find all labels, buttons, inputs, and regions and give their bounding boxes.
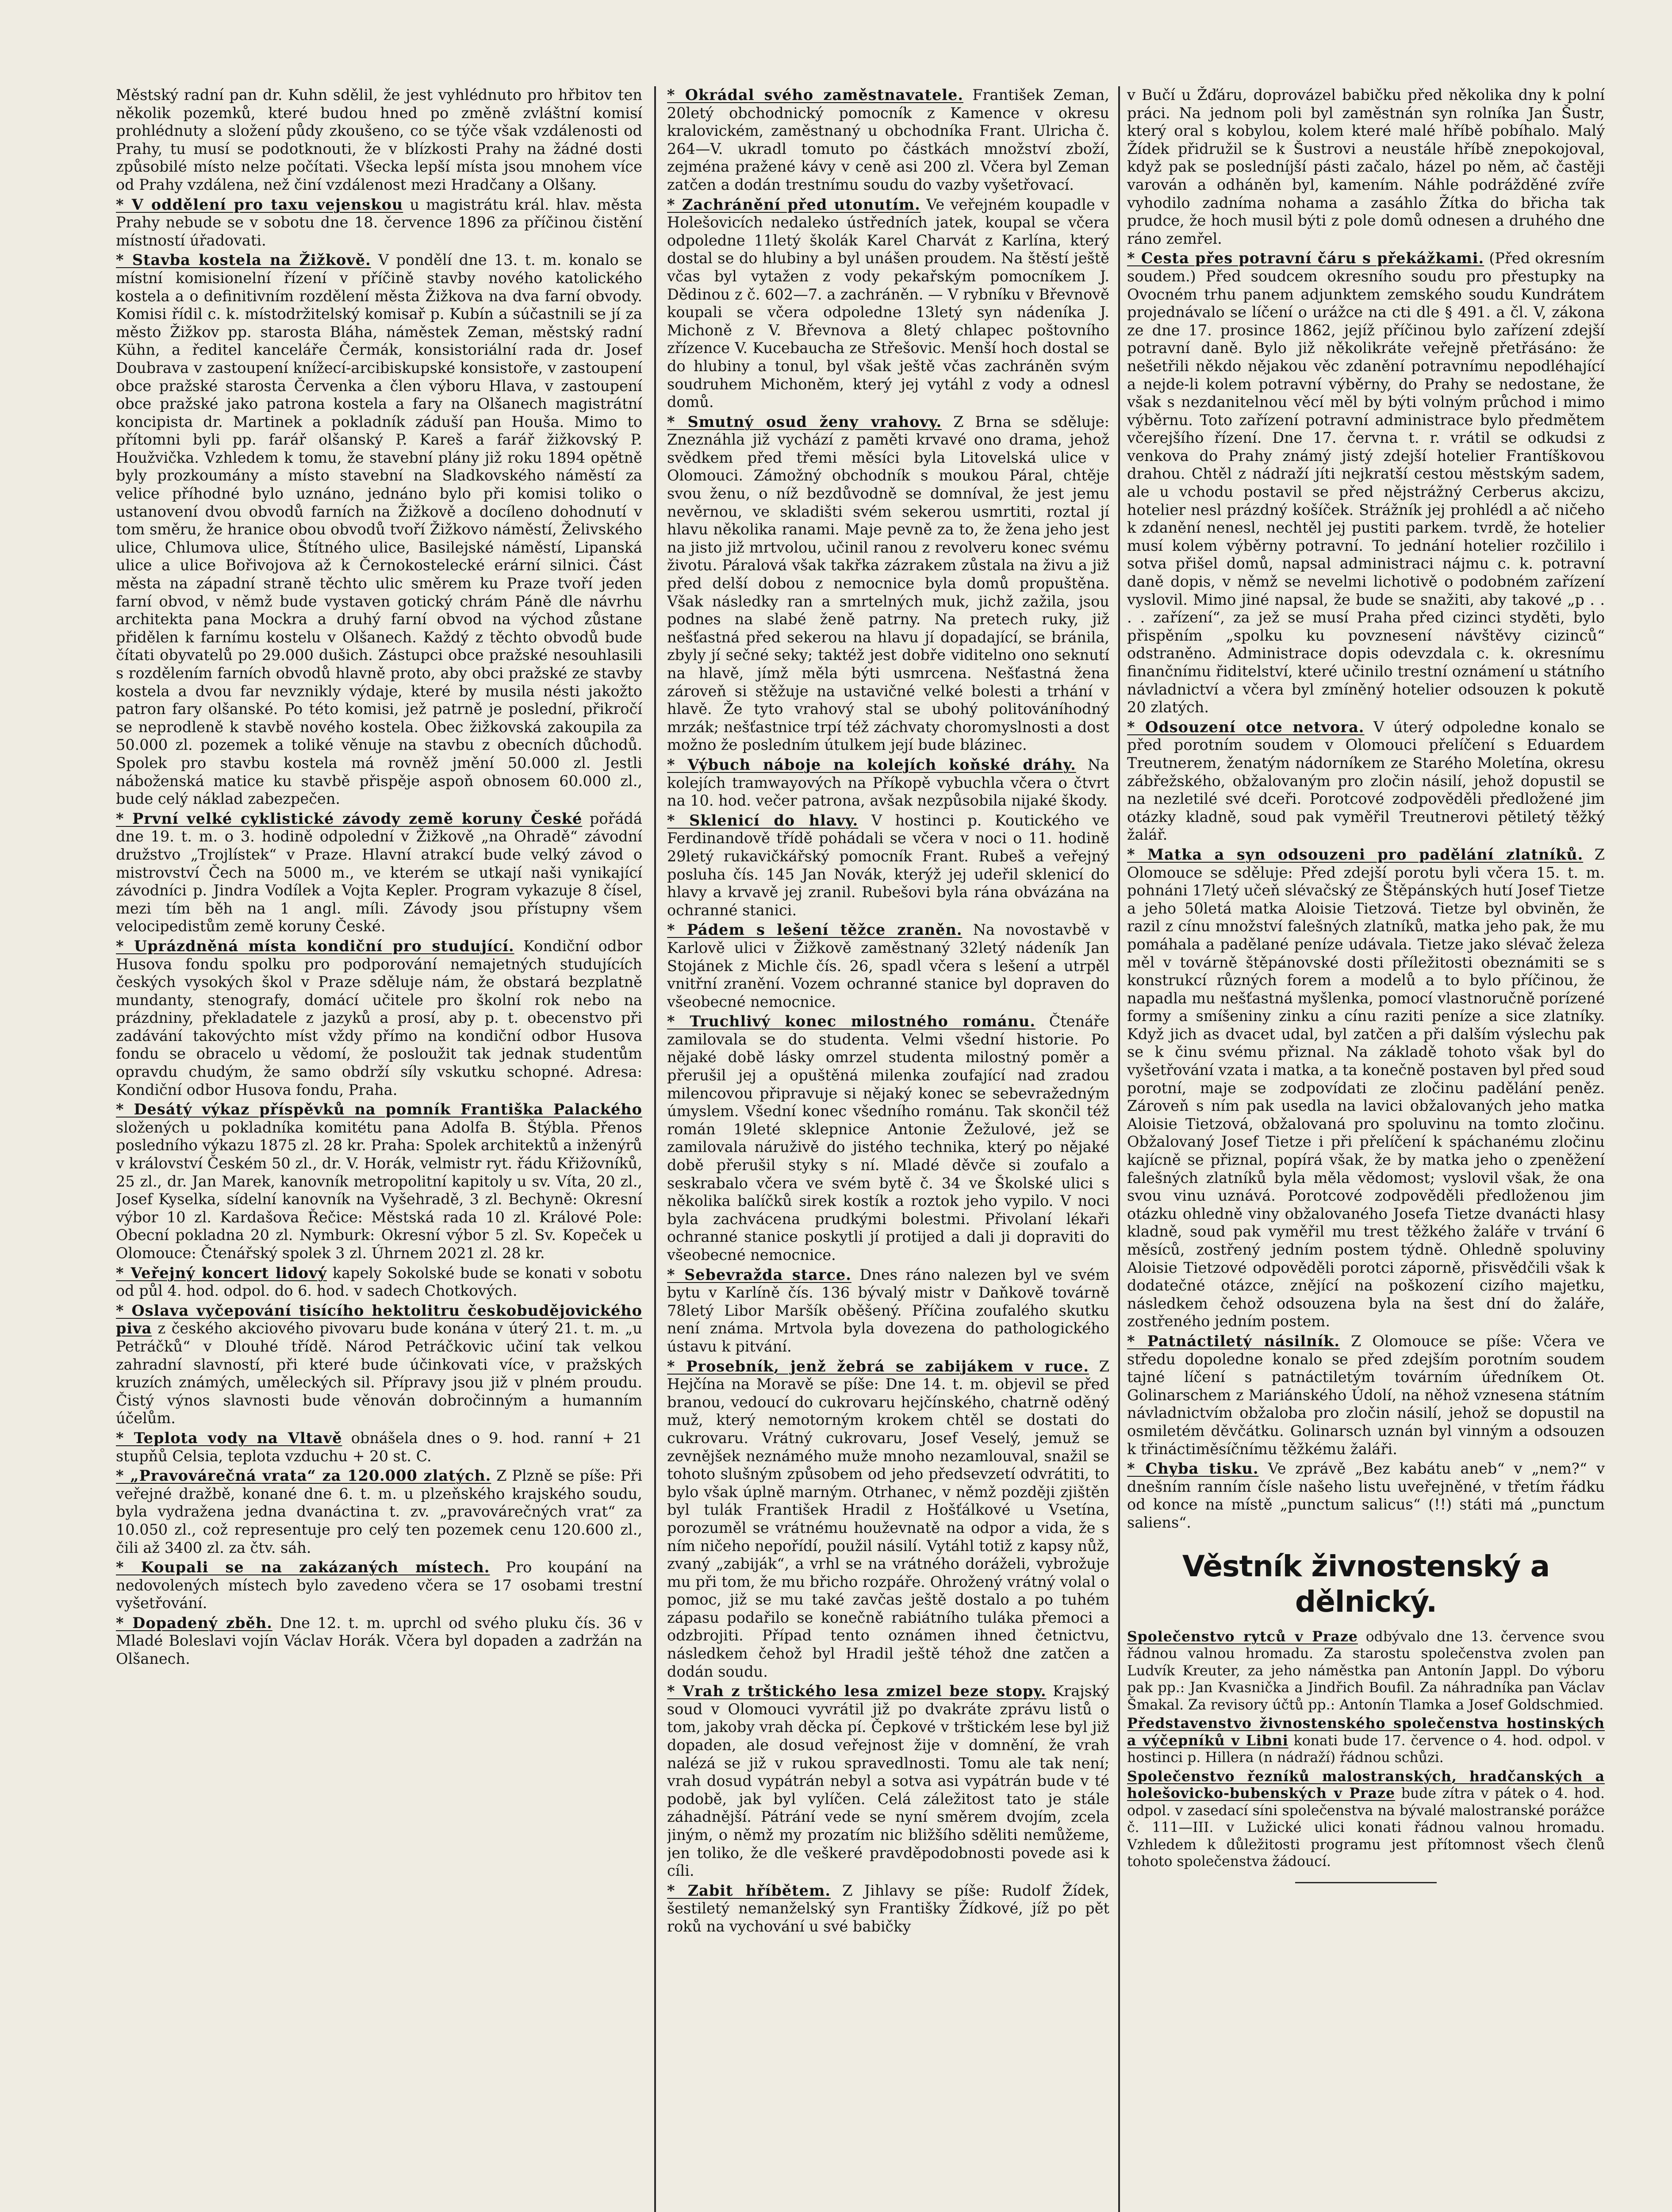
column-rule bbox=[654, 86, 656, 2212]
news-headline: * Uprázdněná místa kondiční pro studující. bbox=[116, 937, 514, 955]
end-rule bbox=[1295, 1882, 1437, 1883]
news-column-3 bbox=[1127, 86, 1605, 2212]
news-item bbox=[667, 413, 1109, 754]
news-headline: * Sebevražda starce. bbox=[667, 1266, 851, 1283]
news-body: Dnes ráno nalezen byl ve svém bytu v Karlíně čís. 136 bývalý mistr v Daňkově továrně 78letý Libor Maršík oběšený. Příčina zoufalého skutku není známa. Mrtvola byla dovezena do pathologického ústavu k pitvání. bbox=[667, 1266, 1109, 1355]
news-item bbox=[1127, 846, 1605, 1331]
news-headline: * Prosebník, jenž žebrá se zabijákem v ruce. bbox=[667, 1357, 1089, 1375]
section-title: Věstník živnostenský a dělnický. bbox=[1182, 1549, 1550, 1619]
news-body: Z Brna se sděluje: Zneznáhla již vychází z paměti krvavé ono drama, jehož svědkem před třemi měsíci byla Litovelská ulice v Olomouci. Zámožný obchodník s moukou Páral, chtěje svou ženu, o níž bezdůvodně se domníval, že jest jemu nevěrnou, ve skladišti svém sekerou usmrtiti, roztal jí hlavu několika ranami. Maje pevně za to, že žena jeho jest na jisto již mrtvolou, učinil ranou z revolveru konec svému životu. Páralová však takřka zázrakem zůstala na živu a již před delší dobou z nemocnice byla domů propuštěna. Však následky ran a smrtelných muk, jichž zažila, jsou podnes na slabé ženě patrny. Na pretech ruky, již nešťastná před sekerou na hlavu jí dopadající, se bránila, zbyly jí sečné seky; taktéž jest dobře viditelno ono seknutí na hlavě, jímž měla býti usmrcena. Nešťastná žena zároveň si stěžuje na ustavičné velké bolesti a trhání v hlavě. Že tyto vrahový stal se ubohý politováníhodný mrzák; nešťastnice trpí též záchvaty choromyslnosti a dost možno že posledním útulkem její bude blázinec. bbox=[667, 413, 1109, 754]
news-headline: * Výbuch náboje na kolejích koňské dráhy. bbox=[667, 756, 1076, 773]
news-body: v Bučí u Žďáru, doprovázel babičku před několika dny k polní práci. Na jednom poli byl zaměstnán syn rolníka Jan Šustr, který oral s kobylou, kolem které malé hříbě pobíhalo. Malý Žídek přidružil se k Šustrovi a neustále hříbě znepokojoval, když pak se posledníjší pásti začalo, házel po něm, ač častěji varován a odháněn byl, kamením. Náhle podrážděné zvíře vyhodilo zadníma nohama a zasáhlo Žítka do břicha tak prudce, že hoch musil býti z pole domů odnesen a druhého dne ráno zemřel. bbox=[1127, 86, 1605, 247]
news-column-1 bbox=[116, 86, 642, 2212]
news-body: obnášela dnes o 9. hod. ranní + 21 stupňů Celsia, teplota vzduchu + 20 st. C. bbox=[116, 1429, 642, 1465]
news-body: (Před okresním soudem.) Před soudcem okresního soudu pro přestupky na Ovocném trhu panem adjunktem zemského soudu Kundrátem projednávalo se líčení o urážce na cti dle § 491. a čl. V, zákona ze dne 17. prosince 1862, jejíž příčinou bylo zařízení zdejší potravní daně. Bylo již několikráte veřejně přetřásáno: že nešetřili někdo nějakou věc zdanění potravnímu nepodléhající a nejde-li kolem potravní výběrny, do Prahy se nedostane, že však s nezdanitelnou věcí měl by býti volným průchod i mimo výběrnu. Toto zařízení potravní administrace bylo předmětem včerejšího řízení. Dne 17. června t. r. vrátil se odkudsi z venkova do Prahy známý jistý zdejší hotelier Frantíškovou drahou. Chtěl z nádraží jíti nejkratší cestou městským sadem, ale u vchodu postavil se před nějstrážný Cerberus akcizu, hotelier nesl prázdný košíček. Strážník jej prohlédl a ač ničeho k zdanění nenesl, nechtěl jej pustiti parkem. tvrdě, že hotelier musí kolem výběrny potravní. To jednání hotelier rozčililo i sotva přišel domů, napsal administraci nájmu c. k. potravní daně dopis, v němž se nevelmi lichotivě o podobném zařízení vyslovil. Mimo jiné napsal, že bude se snažiti, aby takové „p . . . . zařízení“, za jež se musí Praha před cizinci styděti, bylo přispěním „spolku ku povznesení návštěvy cizinců“ odstraněno. Administrace dopis odevzdala c. k. okresnímu finančnímu řiditelství, které učinilo trestní oznámení u státního návladnictví a včera byl zmíněný hotelier odsouzen k pokutě 20 zlatých. bbox=[1127, 250, 1605, 716]
trade-news-list bbox=[1127, 1628, 1605, 1870]
news-headline: * Koupali se na zakázaných místech. bbox=[116, 1559, 490, 1576]
news-headline: * Odsouzení otce netvora. bbox=[1127, 718, 1365, 736]
news-headline: * Sklenicí do hlavy. bbox=[667, 811, 859, 829]
news-headline: * První velké cyklistické závody země koruny České bbox=[116, 810, 583, 827]
news-headline: * Chyba tisku. bbox=[1127, 1460, 1259, 1478]
news-body: konati bude 17. července o 4. hod. odpol. v hostinci p. Hillera (n nádraží) řádnou schůzi. bbox=[1127, 1732, 1605, 1766]
news-body: Městský radní pan dr. Kuhn sdělil, že jest vyhlédnuto pro hřbitov ten několik pozemků, které budou hned po změně zvláštní komisí prohlédnuty a složení půdy zkoušeno, co se týče však vzdálenosti od Prahy, tu musí se podotknouti, že v blízkosti Prahy na žádné dosti způsobilé místo nelze počítati. Všecka lepší místa jsou mnohem více od Prahy vzdálena, než činí vzdálenost mezi Hradčany a Olšany. bbox=[116, 86, 642, 193]
news-item bbox=[116, 1302, 642, 1428]
news-item bbox=[1127, 718, 1605, 844]
news-item bbox=[1127, 86, 1605, 248]
news-body: V pondělí dne 13. t. m. konalo se místní komisionelní řízení v příčině stavby nového katolického kostela a o definitivním rozdělení města Žižkova na dva farní obvody. Komisi řídil c. k. místodržitelský komisař p. Kubín a súčastnili se jí za město Žižkov pp. starosta Bláha, náměstek Zeman, městský radní Kühn, a ředitel kanceláře Čermák, konsistoriální rada dr. Josef Doubrava v zastoupení knížecí-arcibiskupské konsistoře, v zastoupení obce pražské starosta Červenka a člen výboru Hlava, v zastoupení obce pražské jako patrona kostela a fary na Olšanech magistrátní koncipista dr. Martinek a pokladník záduší pan Houša. Mimo to přítomni byli pp. farář olšanský P. Kareš a farář žižkovský P. Houžvička. Vzhledem k tomu, že stavební plány již roku 1894 opětně byly prozkoumány a místo stavební na Sladkovského náměstí za velice příhodné bylo uznáno, jednáno bylo při komisi toliko o ustanovení dvou obvodů farních na Žižkově a docíleno dohodnutí v tom směru, že hranice obou obvodů tvoří Žižkovo náměstí, Želivského ulice, Chlumova ulice, Štítného ulice, Basilejské náměstí, Lipanská ulice a ulice Bořivojova až k Černokostelecké erární silnici. Část města na západní straně těchto ulic směrem ku Praze tvoří jeden farní obvod, v němž bude vystaven gotický chrám Páně dle návrhu architekta pana Mockra a druhý farní obvod na východ zůstane přidělen k farnímu kostelu v Olšanech. Každý z těchto obvodů bude čítati obyvatelů po 29.000 dušich. Zástupci obce pražské nesouhlasili s rozdělením farních obvodů hlavně proto, aby obci pražské ze stavby kostela a dvou far nevznikly výdaje, které by musila nésti jakožto patron fary olšanské. Po této komisi, jež patrně je poslední, přikročí se neprodleně k stavbě nového kostela. Obec žižkovská zakoupila za 50.000 zl. pozemek a toliké věnuje na stavbu z obecních důchodů. Spolek pro stavbu kostela má rovněž jmění 50.000 zl. Jestli náboženská matice ku stavbě přispěje aspoň obnosem 60.000 zl., bude celý náklad zabezpečen. bbox=[116, 251, 642, 808]
news-body: Z Olomouce se píše: Včera ve středu dopoledne konalo se před zdejším porotním soudem tajné líčení s patnáctiletým továrním úředníkem Ot. Golinarschem z Mariánského Údolí, na něhož vznesena státním návladnictvím obžaloba pro zločin násilí, jehož se dopustil na osmiletém děvčátku. Golinarsch uznán byl vinným a odsouzen k třináctiměsíčnímu těžkému žaláři. bbox=[1127, 1332, 1605, 1458]
news-body: Z Jihlavy se píše: Rudolf Žídek, šestiletý nemanželský syn Františky Žídkové, jíž po pět roků na vychování u své babičky bbox=[667, 1882, 1109, 1935]
news-column-2 bbox=[667, 86, 1109, 2212]
news-headline: * Cesta přes potravní čáru s překážkami. bbox=[1127, 250, 1484, 267]
news-item bbox=[667, 1013, 1109, 1264]
news-item bbox=[1127, 1715, 1605, 1767]
news-headline: * Smutný osud ženy vrahovy. bbox=[667, 413, 942, 430]
news-body: Dne 12. t. m. uprchl od svého pluku čís. 36 v Mladé Boleslavi vojín Václav Horák. Včera byl dopaden a zadržán na Olšanech. bbox=[116, 1614, 642, 1668]
news-body: pořádá dne 19. t. m. o 3. hodině odpolední v Žižkově „na Ohradě“ závodní družstvo „Trojlístek“ v Praze. Hlavní atrakcí bude velký závod o mistrovství Čech na 5000 m., ve kterém se utkají naši vynikající závodníci p. Jindra Vodílek a Vojta Kepler. Program vykazuje 8 čísel, mezi tím běh na 1 angl. míli. Závody jsou přístupny všem velocipedistům země koruny České. bbox=[116, 810, 642, 935]
news-headline: * Zabit hříbětem. bbox=[667, 1882, 831, 1899]
news-column-3-items bbox=[1127, 86, 1605, 1532]
news-item bbox=[667, 1266, 1109, 1356]
news-item bbox=[667, 196, 1109, 411]
news-headline: Společenstvo rytců v Praze bbox=[1127, 1628, 1358, 1645]
news-body: odbývalo dne 13. července svou řádnou valnou hromadu. Za starostu společenstva zvolen pan Ludvík Kreuter, za jeho náměstka pan Antonín Jappl. Do výboru pak pp.: Jan Kvasnička a Jindřich Boufil. Za náhradníka pan Václav Šmakal. Za revisory účtů pp.: Antonín Tlamka a Josef Goldschmied. bbox=[1127, 1628, 1605, 1713]
news-headline: * Zachránění před utonutím. bbox=[667, 196, 920, 213]
news-item bbox=[116, 1467, 642, 1557]
news-item bbox=[667, 1682, 1109, 1880]
news-headline: * Pádem s lešení těžce zraněn. bbox=[667, 921, 963, 939]
news-item bbox=[667, 756, 1109, 810]
news-headline: * Stavba kostela na Žižkově. bbox=[116, 251, 371, 269]
news-body: bude zítra v pátek o 4. hod. odpol. v zasedací síni společenstva na bývalé malostranské porážce č. 111—III. v Lužické ulici konati řádnou valnou hromadu. Vzhledem k důležitosti programu jest přítomnost všech členů tohoto společenstva žádoucí. bbox=[1127, 1786, 1605, 1870]
news-body: Kondiční odbor Husova fondu spolku pro podporování nemajetných studujících českých vysokých škol v Praze sděluje nám, že obstará bezplatně mundanty, stenografy, domácí učitele pro školní rok nebo na prázdniny, překladatele z jazyků a prosí, aby p. t. obecenstvo při zadávání takovýchto míst vždy přímo na kondiční odbor Husova fondu se obracelo u vědomí, že posloužit tak jednak studentům opravdu chudým, že samo obdrží síly vskutku schopné. Adresa: Kondiční odbor Husova fondu, Praha. bbox=[116, 937, 642, 1098]
news-headline: * Truchlivý konec milostného románu. bbox=[667, 1013, 1035, 1030]
news-headline: Představenstvo živnostenského společenstva hostinských a výčepníků v Libni bbox=[1127, 1715, 1605, 1749]
news-headline: * Okrádal svého zaměstnavatele. bbox=[667, 86, 963, 104]
news-body: Na kolejích tramwayových na Příkopě vybuchla včera o čtvrt na 10. hod. večer patrona, avšak nezpůsobila nijaké škody. bbox=[667, 756, 1109, 810]
news-item bbox=[1127, 1333, 1605, 1458]
news-item bbox=[116, 196, 642, 250]
news-item bbox=[667, 86, 1109, 194]
news-body: Na novostavbě v Karlově ulici v Žižkově zaměstnaný 32letý nádeník Jan Stojánek z Michle čís. 26, spadl včera s lešení a utrpěl vnitřní zranění. Vozem ochranné stanice byl dopraven do všeobecné nemocnice. bbox=[667, 921, 1109, 1010]
news-headline: * „Pravovárečná vrata“ za 120.000 zlatých. bbox=[116, 1467, 491, 1485]
news-headline: * Vrah z trštického lesa zmizel beze stopy. bbox=[667, 1682, 1047, 1700]
news-item bbox=[116, 251, 642, 808]
news-headline: * Desátý výkaz příspěvků na pomník Františka Palackého bbox=[116, 1101, 642, 1118]
news-headline: * V oddělení pro taxu vejenskou bbox=[116, 196, 403, 213]
news-item bbox=[116, 1614, 642, 1668]
news-body: František Zeman, 20letý obchodnický pomocník z Kamence v okresu kralovickém, zaměstnaný u obchodníka Frant. Ulricha č. 264—V. ukradl tomuto po částkách množství zboží, zejména pražené kávy v ceně asi 200 zl. Včera byl Zeman zatčen a dodán trestnímu soudu do vazby vyšetřovací. bbox=[667, 86, 1109, 193]
news-headline: * Dopadený zběh. bbox=[116, 1614, 272, 1632]
news-item bbox=[1127, 250, 1605, 716]
news-body: Krajský soud v Olomouci vyvrátil již po dvakráte zprávu listů o tom, jakoby vrah děcka pí. Čepkové v trštickém lese byl již dopaden, ale dosud veřejnost žije v domnění, že vrah nalézá se již v rukou spravedlnosti. Tomu ale tak není; vrah dosud vypátrán nebyl a sotva asi vypátrán bude v té podobě, jak byl vylíčen. Celá záležitost tato je stále záhadnější. Pátrání vede se nyní směrem dvojím, zcela jiným, o němž my prozatím nic bližšího sděliti nemůžeme, jen toliko, že dle veškeré pravděpodobnosti povede asi k cíli. bbox=[667, 1682, 1109, 1880]
news-body: V hostinci p. Koutického ve Ferdinandově třídě pohádali se včera v noci o 11. hodině 29letý rukavičkářský pomocník Frant. Rubeš a veřejný posluha čís. 145 Jan Novák, kterýž jej udeřil sklenicí do hlavy a krvavě jej zranil. Rubešovi byla rána obvázána na ochranné stanici. bbox=[667, 811, 1109, 919]
news-body: Čtenáře zamilovala se do studenta. Velmi všední historie. Po nějaké době lásky omrzel studenta milostný poměr a přerušil jej a opuštěná milenka zoufající nad zradou milencovou připravuje si nějaký konec se sebevražedným úmyslem. Všední konec všedního románu. Tak skončil též román 19leté sklepnice Antonie Žežulové, jež se zamilovala náruživě do jistého technika, který po nějaké době přerušil styky s ní. Mladé děvče si zoufalo a seskrabalo včera ve svém bytě č. 34 ve Školské ulici s několika balíčků sirek kostík a roztok jeho vypilo. V noci byla zachvácena prudkými bolestmi. Přivolaní lékaři ochranné stanice poskytli jí protijed a dali ji dopraviti do všeobecné nemocnice. bbox=[667, 1013, 1109, 1263]
news-item bbox=[116, 1101, 642, 1262]
news-item bbox=[667, 921, 1109, 1011]
news-body: Z Plzně se píše: Při veřejné dražbě, konané dne 6. t. m. u plzeňského krajského soudu, byla vydražena jedna dvanáctina t. zv. „pravovárečných vrat“ za 10.050 zl., což representuje pro celý ten pozemek cenu 120.600 zl., čili až 3400 zl. za čtv. sáh. bbox=[116, 1467, 642, 1556]
news-body: složených u pokladníka komitétu pana Adolfa B. Štýbla. Přenos posledního výkazu 1875 zl. 28 kr. Praha: Spolek architektů a inženýrů v království Českém 50 zl., dr. V. Horák, velmistr ryt. řádu Křižovníků, 25 zl., dr. Jan Marek, kanovník metropolitní kapitoly u sv. Víta, 20 zl., Josef Kyselka, sídelní kanovník na Vyšehradě, 3 zl. Bechyně: Okresní výbor 10 zl. Kardašova Řečice: Městská rada 10 zl. Králové Pole: Obecní pokladna 20 zl. Nymburk: Okresní výbor 5 zl. Sv. Kopeček u Olomouce: Čtenářský spolek 3 zl. Úhrnem 2021 zl. 28 kr. bbox=[116, 1118, 642, 1262]
news-headline: * Matka a syn odsouzeni pro padělání zlatníků. bbox=[1127, 845, 1584, 863]
news-item bbox=[116, 1559, 642, 1613]
news-item bbox=[1127, 1628, 1605, 1714]
news-item bbox=[116, 1264, 642, 1300]
news-headline: Společenstvo řezníků malostranských, hradčanských a holešovicko-bubenských v Praze bbox=[1127, 1768, 1605, 1801]
news-body: Ve veřejném koupadle v Holešovicích nedaleko ústředních jatek, koupal se včera odpoledne 11letý školák Karel Charvát z Karlína, který dostal se do hlubiny a byl unášen proudem. Na štěstí ještě včas byl vytažen z vody pekařským pomocníkem J. Dědinou z č. 602—7. a zachráněn. — V rybníku v Břevnově koupali se včera odpoledne 13letý syn nádeníka J. Michoně z V. Břevnova a 8letý chlapec poštovního zřízence V. Kucebaucha ze Střešovic. Menší hoch dostal se do hlubiny a tonul, byl však ještě včas zachráněn svým soudruhem Michoněm, který jej vytáhl z vody a odnesl domů. bbox=[667, 196, 1109, 411]
news-headline: * Oslava vyčepování tisícího hektolitru českobudějovického piva bbox=[116, 1302, 642, 1337]
news-body: Z Olomouce se sděluje: Před zdejší porotu byli včera 15. t. m. pohnáni 17letý učeň slévačský ze Štěpánských hutí Josef Tietze a jeho 50letá matka Aloisie Tietzová. Tietze byl obviněn, že razil z cínu množství falešných zlatníků, matka jeho pak, že mu pomáhala a padělané peníze udávala. Tietze jako slévač železa měl v továrně štěpánovské dosti příležitosti obeznámiti se s konstrukcí různých forem a modelů a to bylo příčinou, že napadla mu nešťastná myšlenka, pomocí vlastnoručně porízené formy a smíšeniny zinku a cínu raziti peníze a sice zlatníky. Když jich as dvacet udal, byl zatčen a při dalším výslechu pak se k činu svému přiznal. Na základě tohoto však byl do vyšetřování vzata i matka, a ta konečně postaven byl před soud porotní, maje se zodpovídati ze zločinu padělání peněz. Zároveň s ním pak usedla na lavici obžalovaných jeho matka Aloisie Tietzová, obžalovaná pro spoluvinu na tomto zločinu. Obžalovaný Josef Tietze i při přelíčení k spáchanému zločinu kajícně se přiznal, popírá však, že by matka jeho o zpeněžení falešných zlatníků byla měla vědomost; vyslovil však, že ona svou vinu uznává. Porotcové zodpověděli předloženou jim otázku ohledně viny obžalovaného Josefa Tietze dvanácti hlasy kladně, soud pak vyměřil mu trest těžkého žaláře v trvání 6 měsíců, zostřený jedním postem týdně. Ohledně spoluviny Aloisie Tietzové odpověděli porotci záporně, přisvědčili však k dodatečné otázce, znějící na poškození cizího majetku, následkem čehož odsouzena byla na šest dní do žaláře, zostřeného jedním postem. bbox=[1127, 845, 1605, 1330]
news-item bbox=[1127, 1768, 1605, 1870]
news-body: kapely Sokolské bude se konati v sobotu od půl 4. hod. odpol. do 6. hod. v sadech Chotkových. bbox=[116, 1264, 642, 1300]
news-item bbox=[1127, 1460, 1605, 1532]
news-headline: * Patnáctiletý násilník. bbox=[1127, 1332, 1340, 1350]
news-body: u magistrátu král. hlav. města Prahy nebude se v sobotu dne 18. července 1896 za příčinou čistění místností úřadovati. bbox=[116, 196, 642, 249]
news-body: V úterý odpoledne konalo se před porotním soudem v Olomouci přelíčení s Eduardem Treutnerem, ženatým nádorníkem ze Starého Moletína, okresu zábřežského, obžalovaným pro zločin násilí, jehož dopustil se na nezletilé své dceři. Porotcové zodpověděli předložené jim otázky kladně, soud pak vyměřil Treutnerovi pětiletý těžký žalář. bbox=[1127, 718, 1605, 844]
news-body: z českého akciového pivovaru bude konána v úterý 21. t. m. „u Petráčků“ v Dlouhé třídě. Národ Petráčkovic učiní tak velkou zahradní slavností, při které bude účinkovati více, v pražských kruzích známých, uměleckých sil. Přípravy jsou již v plném proudu. Čistý výnos slavnosti bude věnován dobročinným a humanním účelům. bbox=[116, 1320, 642, 1427]
column-rule bbox=[1118, 86, 1120, 2212]
news-body: Ve zprávě „Bez kabátu aneb“ v „nem?“ v dnešním ranním čísle našeho listu uveřejněné, v třetím řádku od konce na místě „punctum salicus“ (!!) státi má „punctum saliens“. bbox=[1127, 1460, 1605, 1531]
news-body: Pro koupání na nedovolených místech bylo zavedeno včera se 17 osobami trestní vyšetřování. bbox=[116, 1559, 642, 1612]
news-headline: * Teplota vody na Vltavě bbox=[116, 1429, 342, 1447]
news-item bbox=[116, 86, 642, 194]
news-item bbox=[116, 1429, 642, 1465]
news-item bbox=[667, 1882, 1109, 1936]
news-item bbox=[116, 810, 642, 936]
news-item bbox=[667, 1358, 1109, 1681]
news-body: Z Hejčína na Moravě se píše: Dne 14. t. m. objevil se před branou, vedoucí do cukrovaru hejčínského, chatrně oděný muž, který nemotorným krokem chtěl se dostati do cukrovaru. Vrátný cukrovaru, Josef Veselý, jemuž se zevnějšek neznámého muže mnoho nezamlouval, snažil se tohoto slušným způsobem od jeho předsevzetí odvrátiti, to bylo však úplně marným. Otrhanec, v němž později zjištěn byl tulák František Hradil z Hošťálkové u Vsetína, porozuměl se vrátnému houževnatě na odpor a vida, že s ním ničeho nepořídí, použil násilí. Vytáhl totiž z kapsy nůž, zvaný „zabiják“, a vrhl se na vrátného doráželi, vybrožuje mu při tom, že mu břicho rozpáře. Ohrožený vrátný volal o pomoc, již se mu také zavčas ještě dostalo a po tuhém zápasu podařilo se konečně rabiátního tuláka přemoci a odzbrojiti. Případ tento oznámen ihned četnictvu, následkem čehož byl Hradil ještě téhož dne zatčen a dodán soudu. bbox=[667, 1357, 1109, 1680]
news-item bbox=[116, 937, 642, 1099]
news-headline: * Veřejný koncert lidový bbox=[116, 1264, 327, 1282]
news-item bbox=[667, 812, 1109, 920]
